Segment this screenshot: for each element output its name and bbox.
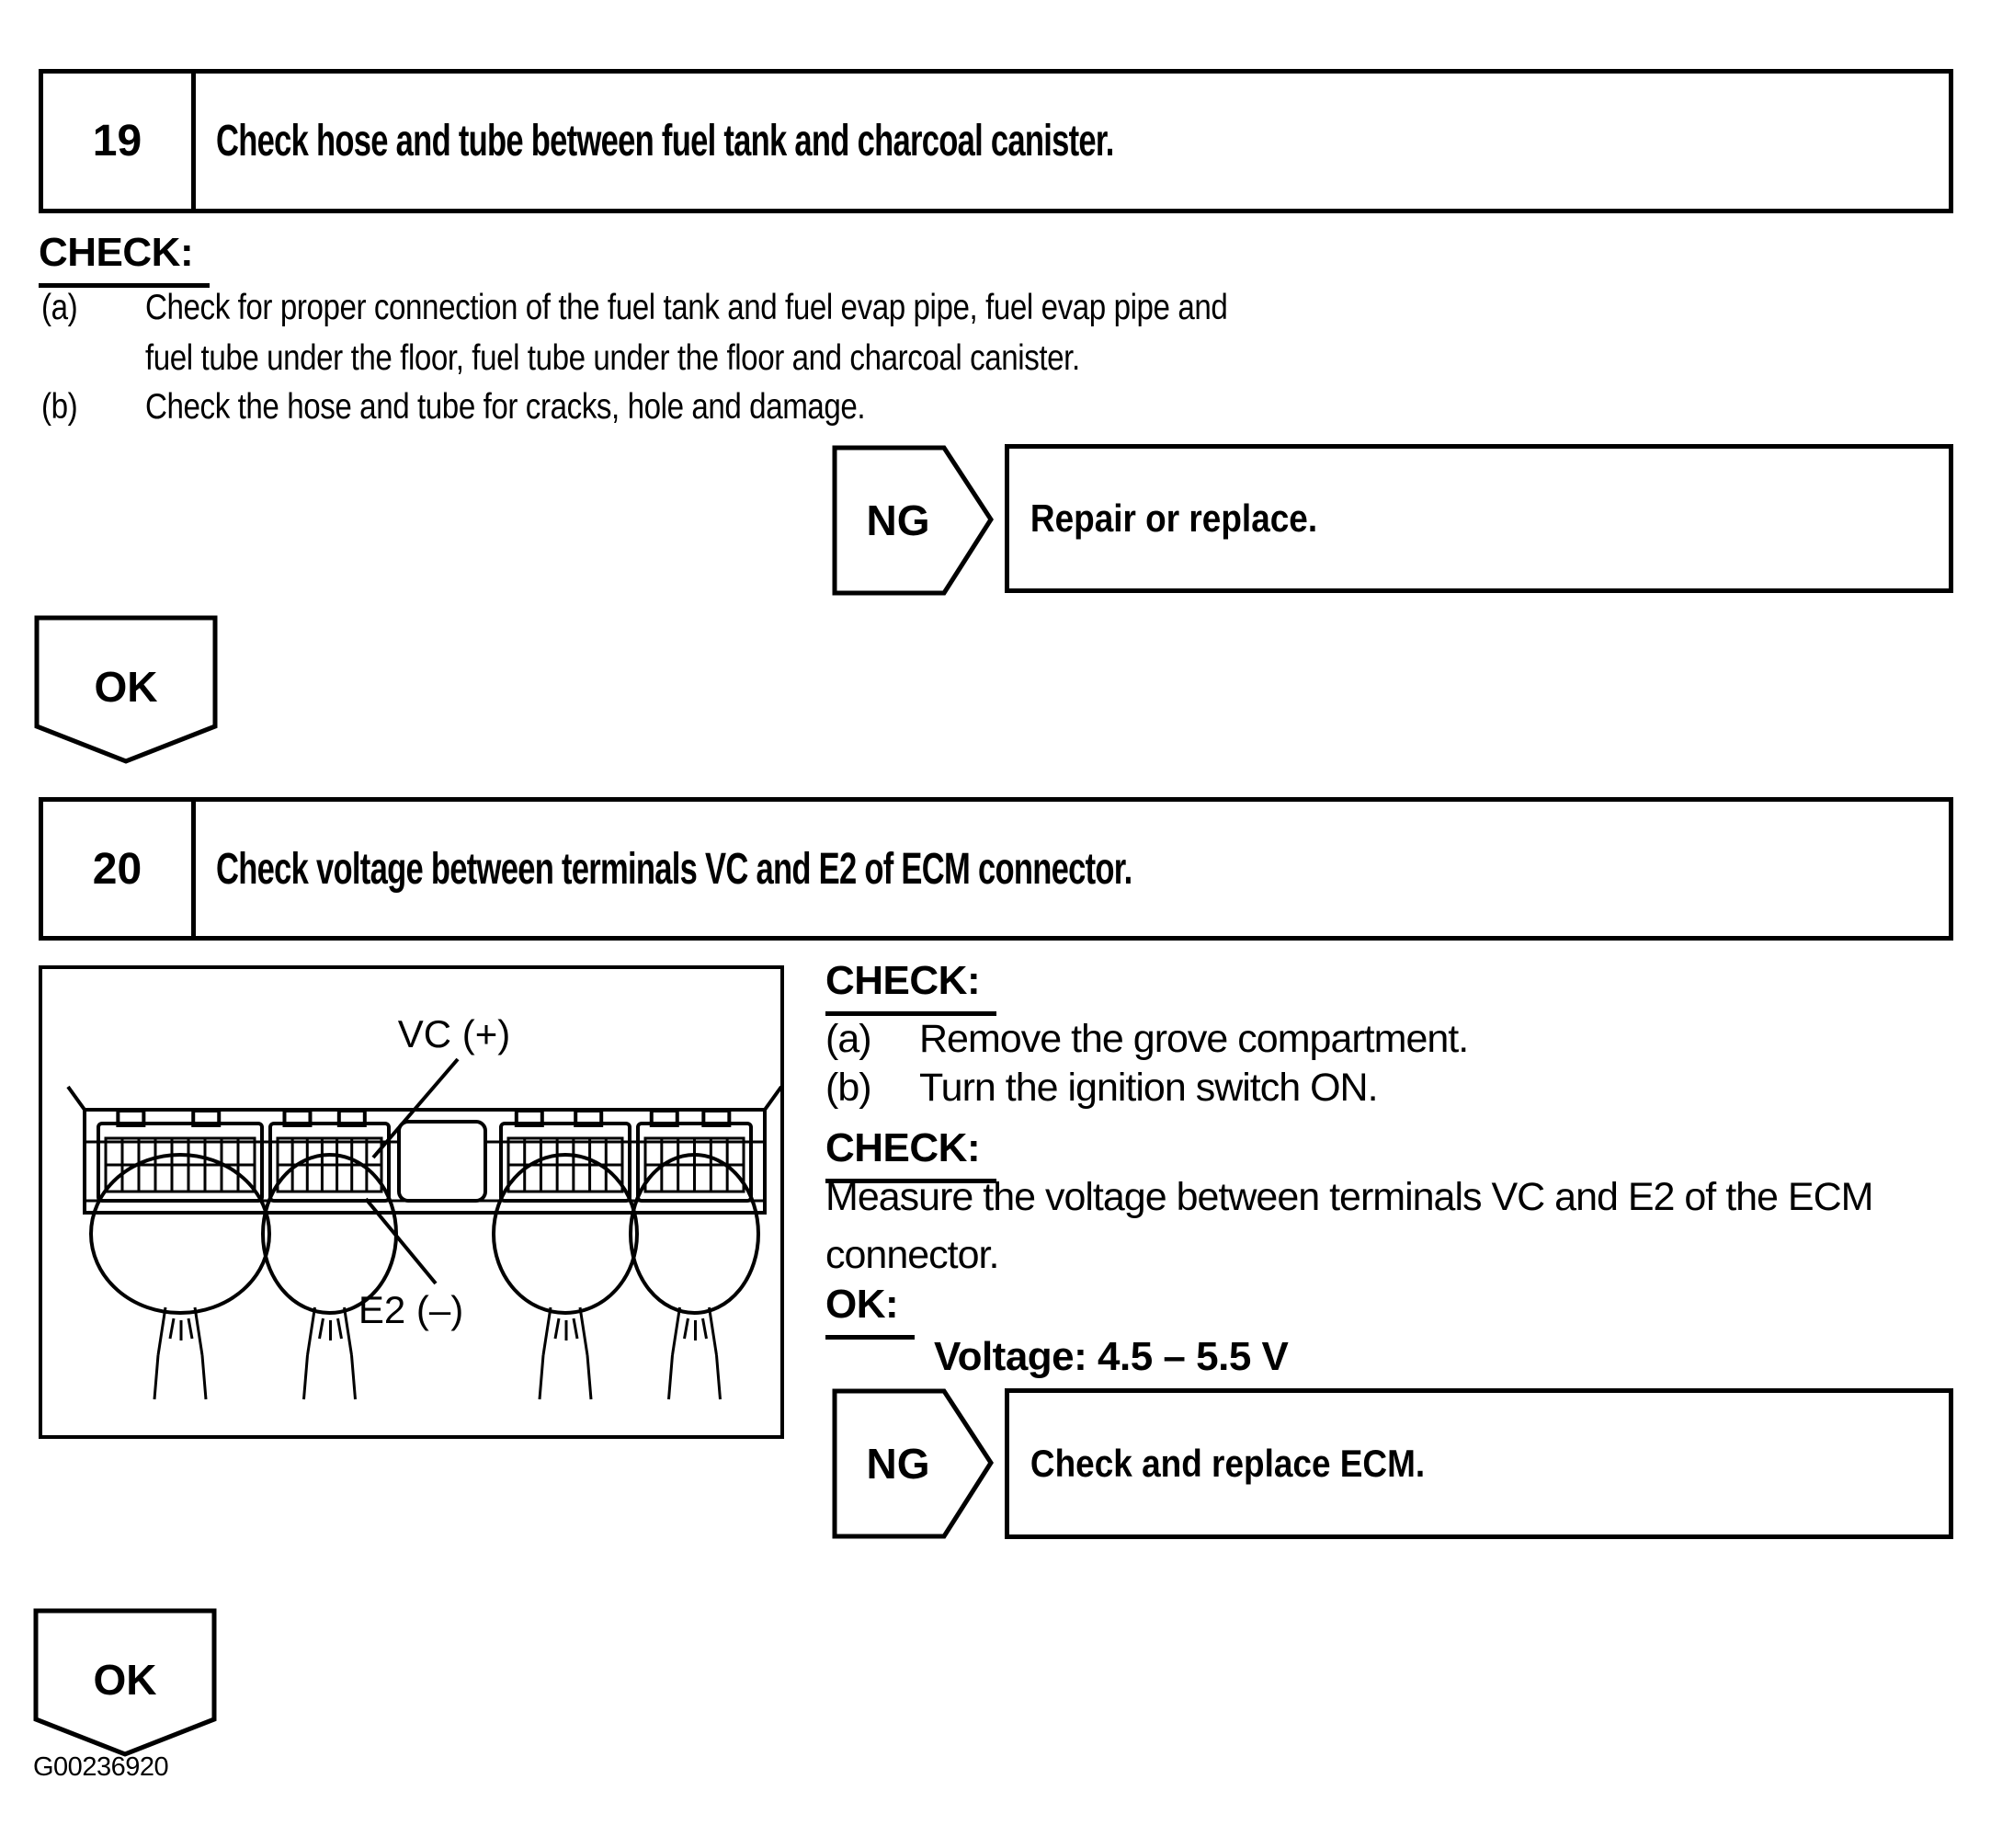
ng-label-20: NG bbox=[866, 1440, 930, 1488]
step-20-ok-spec-label: OK: bbox=[825, 1282, 915, 1340]
step-20-header bbox=[39, 797, 1953, 941]
step-20-check1-label: CHECK: bbox=[825, 958, 996, 1016]
vc-terminal-label: VC (+) bbox=[397, 1012, 511, 1055]
check-item-a-line1: Check for proper connection of the fuel tank and fuel evap pipe, fuel evap pipe and bbox=[145, 288, 1228, 327]
measure-instruction-line1: Measure the voltage between terminals VC and E2 of the ECM bbox=[825, 1175, 1873, 1219]
ng-action-box-20 bbox=[1005, 1388, 1953, 1539]
ok-label-19: OK bbox=[94, 663, 158, 711]
ng-action-text-19: Repair or replace. bbox=[1030, 496, 1318, 540]
ng-connector-shape-19 bbox=[832, 445, 996, 596]
figure-id: G00236920 bbox=[33, 1752, 169, 1782]
step-19-title-cell bbox=[196, 74, 1949, 209]
ecm-connector-illustration bbox=[68, 1087, 780, 1399]
step-20-title: Check voltage between terminals VC and E2 of ECM connector. bbox=[216, 844, 1132, 894]
step-19-check-label: CHECK: bbox=[39, 230, 210, 288]
step-20-check2-label: CHECK: bbox=[825, 1125, 996, 1183]
e2-terminal-label: E2 (–) bbox=[358, 1288, 464, 1331]
ecm-connector-svg bbox=[42, 969, 780, 1435]
ng-label-19: NG bbox=[866, 496, 930, 544]
list-marker-a: (a) bbox=[41, 288, 78, 327]
voltage-spec: Voltage: 4.5 – 5.5 V bbox=[934, 1334, 1289, 1379]
ecm-connector-figure bbox=[39, 965, 784, 1439]
list-marker-a: (a) bbox=[825, 1017, 871, 1061]
check-item-a-line2: fuel tube under the floor, fuel tube under the floor and charcoal canister. bbox=[145, 338, 1080, 378]
ng-action-text-20: Check and replace ECM. bbox=[1030, 1442, 1426, 1485]
step-20-number-cell bbox=[43, 802, 196, 936]
ok-connector-shape-20 bbox=[33, 1608, 220, 1759]
check-item-b-line1: Check the hose and tube for cracks, hole and damage. bbox=[145, 387, 866, 427]
step-19-number: 19 bbox=[92, 117, 142, 165]
ok-label-20: OK bbox=[93, 1656, 157, 1704]
step-20-title-cell bbox=[196, 802, 1949, 936]
check-item-b-text: Turn the ignition switch ON. bbox=[919, 1066, 1378, 1110]
step-20-number: 20 bbox=[92, 844, 142, 894]
step-19-header bbox=[39, 69, 1953, 213]
ng-connector-shape-20 bbox=[832, 1388, 996, 1539]
measure-instruction-line2: connector. bbox=[825, 1233, 999, 1277]
ng-action-box-19 bbox=[1005, 444, 1953, 593]
ok-connector-shape-19 bbox=[34, 615, 221, 766]
step-19-number-cell bbox=[43, 74, 196, 209]
step-19-title: Check hose and tube between fuel tank and charcoal canister. bbox=[216, 117, 1114, 165]
check-item-a-text: Remove the grove compartment. bbox=[919, 1017, 1469, 1061]
list-marker-b: (b) bbox=[825, 1066, 871, 1110]
list-marker-b: (b) bbox=[41, 387, 78, 427]
